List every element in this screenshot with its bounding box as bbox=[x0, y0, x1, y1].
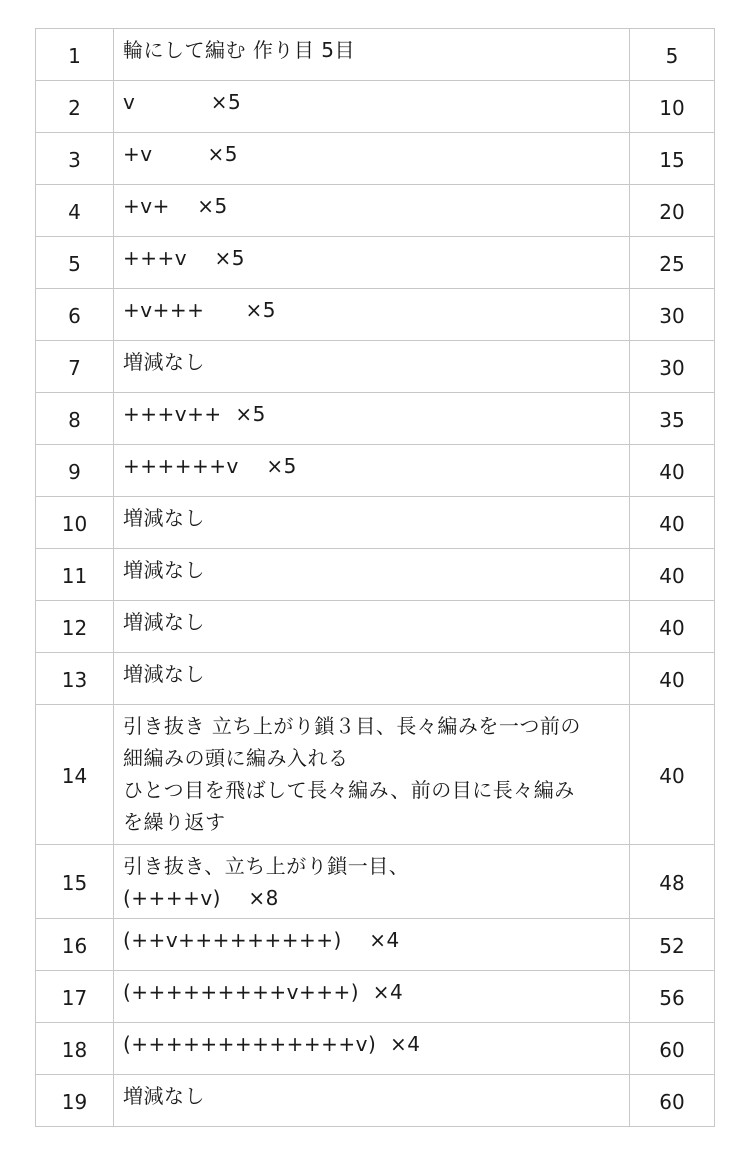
table-row bbox=[36, 289, 715, 341]
instruction-cell bbox=[114, 549, 630, 601]
instruction-line: v ×5 bbox=[123, 90, 242, 114]
round-number-cell: 8 bbox=[36, 393, 114, 445]
instruction-cell bbox=[114, 289, 630, 341]
table-row bbox=[36, 445, 715, 497]
instruction-line: 細編みの頭に編み入れる bbox=[123, 746, 349, 770]
instruction-line: +++v++ ×5 bbox=[123, 402, 266, 426]
instruction-line: 増減なし bbox=[123, 506, 205, 530]
instruction-line: 増減なし bbox=[123, 610, 205, 634]
instruction-cell bbox=[114, 133, 630, 185]
instruction-line: (++v+++++++++) ×4 bbox=[123, 928, 400, 952]
table-row bbox=[36, 133, 715, 185]
table-row bbox=[36, 185, 715, 237]
table-row bbox=[36, 81, 715, 133]
instruction-cell bbox=[114, 601, 630, 653]
instruction-cell bbox=[114, 845, 630, 919]
stitch-count-cell: 40 bbox=[630, 445, 715, 497]
instruction-line: +v ×5 bbox=[123, 142, 238, 166]
table-row bbox=[36, 601, 715, 653]
round-number-cell: 2 bbox=[36, 81, 114, 133]
round-number-cell: 1 bbox=[36, 29, 114, 81]
table-row bbox=[36, 971, 715, 1023]
instruction-line: 増減なし bbox=[123, 662, 205, 686]
table-row bbox=[36, 341, 715, 393]
instruction-line: ひとつ目を飛ばして長々編み、前の目に長々編み bbox=[123, 778, 575, 802]
table-row bbox=[36, 497, 715, 549]
instruction-line: +++v ×5 bbox=[123, 246, 246, 270]
round-number-cell: 14 bbox=[36, 705, 114, 845]
instruction-cell bbox=[114, 445, 630, 497]
instruction-line: ++++++v ×5 bbox=[123, 454, 297, 478]
instruction-line: を繰り返す bbox=[123, 810, 226, 834]
instruction-line: (+++++++++++++v) ×4 bbox=[123, 1032, 421, 1056]
round-number-cell: 18 bbox=[36, 1023, 114, 1075]
table-row bbox=[36, 919, 715, 971]
table-row bbox=[36, 29, 715, 81]
instruction-cell bbox=[114, 497, 630, 549]
stitch-count-cell: 30 bbox=[630, 289, 715, 341]
stitch-count-cell: 20 bbox=[630, 185, 715, 237]
stitch-count-cell: 40 bbox=[630, 653, 715, 705]
instruction-line: +v+++ ×5 bbox=[123, 298, 276, 322]
instruction-cell bbox=[114, 29, 630, 81]
stitch-count-cell: 48 bbox=[630, 845, 715, 919]
stitch-count-cell: 60 bbox=[630, 1075, 715, 1127]
crochet-pattern-table bbox=[35, 28, 715, 1127]
round-number-cell: 6 bbox=[36, 289, 114, 341]
instruction-cell bbox=[114, 1075, 630, 1127]
table-row bbox=[36, 653, 715, 705]
instruction-line: +v+ ×5 bbox=[123, 194, 228, 218]
instruction-line: 引き抜き 立ち上がり鎖３目、長々編みを一つ前の bbox=[123, 714, 581, 738]
table-row bbox=[36, 845, 715, 919]
table-row bbox=[36, 1075, 715, 1127]
table-row bbox=[36, 705, 715, 845]
instruction-cell bbox=[114, 341, 630, 393]
table-row bbox=[36, 237, 715, 289]
instruction-cell bbox=[114, 393, 630, 445]
table-row bbox=[36, 1023, 715, 1075]
stitch-count-cell: 5 bbox=[630, 29, 715, 81]
instruction-cell bbox=[114, 705, 630, 845]
round-number-cell: 15 bbox=[36, 845, 114, 919]
instruction-line: 増減なし bbox=[123, 1084, 205, 1108]
instruction-cell bbox=[114, 919, 630, 971]
instruction-cell bbox=[114, 653, 630, 705]
instruction-line: 引き抜き、立ち上がり鎖一目、 bbox=[123, 854, 410, 878]
round-number-cell: 13 bbox=[36, 653, 114, 705]
instruction-line: (+++++++++v+++) ×4 bbox=[123, 980, 404, 1004]
table-row bbox=[36, 393, 715, 445]
stitch-count-cell: 40 bbox=[630, 497, 715, 549]
round-number-cell: 4 bbox=[36, 185, 114, 237]
stitch-count-cell: 56 bbox=[630, 971, 715, 1023]
round-number-cell: 11 bbox=[36, 549, 114, 601]
table-row bbox=[36, 549, 715, 601]
round-number-cell: 9 bbox=[36, 445, 114, 497]
round-number-cell: 19 bbox=[36, 1075, 114, 1127]
instruction-line: (++++v) ×8 bbox=[123, 886, 279, 910]
round-number-cell: 10 bbox=[36, 497, 114, 549]
instruction-cell bbox=[114, 971, 630, 1023]
instruction-cell bbox=[114, 237, 630, 289]
instruction-cell bbox=[114, 81, 630, 133]
stitch-count-cell: 10 bbox=[630, 81, 715, 133]
stitch-count-cell: 30 bbox=[630, 341, 715, 393]
round-number-cell: 5 bbox=[36, 237, 114, 289]
stitch-count-cell: 25 bbox=[630, 237, 715, 289]
stitch-count-cell: 15 bbox=[630, 133, 715, 185]
round-number-cell: 3 bbox=[36, 133, 114, 185]
instruction-cell bbox=[114, 1023, 630, 1075]
stitch-count-cell: 60 bbox=[630, 1023, 715, 1075]
pattern-table-body bbox=[36, 29, 715, 1127]
instruction-line: 輪にして編む 作り目 5目 bbox=[123, 38, 355, 62]
stitch-count-cell: 40 bbox=[630, 549, 715, 601]
stitch-count-cell: 40 bbox=[630, 601, 715, 653]
round-number-cell: 7 bbox=[36, 341, 114, 393]
instruction-cell bbox=[114, 185, 630, 237]
instruction-line: 増減なし bbox=[123, 558, 205, 582]
round-number-cell: 16 bbox=[36, 919, 114, 971]
instruction-line: 増減なし bbox=[123, 350, 205, 374]
stitch-count-cell: 52 bbox=[630, 919, 715, 971]
round-number-cell: 12 bbox=[36, 601, 114, 653]
stitch-count-cell: 40 bbox=[630, 705, 715, 845]
round-number-cell: 17 bbox=[36, 971, 114, 1023]
stitch-count-cell: 35 bbox=[630, 393, 715, 445]
